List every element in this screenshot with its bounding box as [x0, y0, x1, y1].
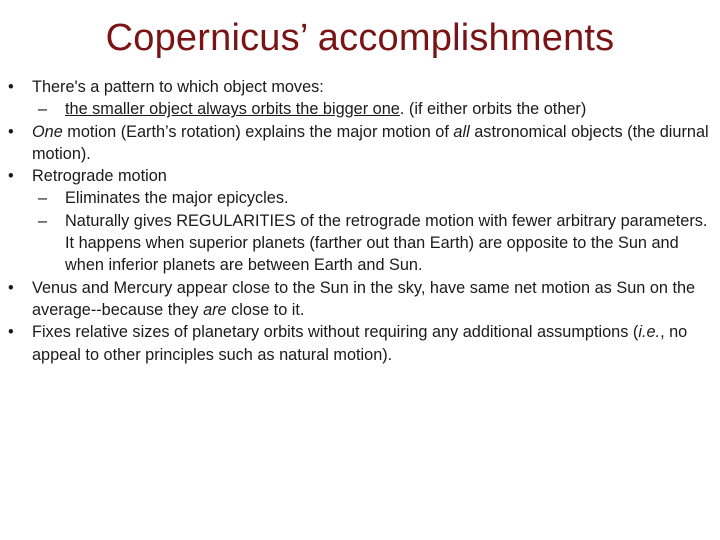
bullet-item [0, 76, 716, 98]
bullet-item [0, 277, 716, 322]
underlined-text: the smaller object always orbits the bigger one [65, 100, 400, 119]
bullet-item [0, 165, 716, 187]
slide-body [0, 76, 716, 366]
dash-icon: – [38, 100, 48, 119]
sub-bullet-text: . (if either orbits the other) [399, 100, 587, 119]
slide-title: Copernicus’ accomplishments [105, 17, 615, 59]
bullet-text: There's a pattern to which object moves: [32, 78, 324, 96]
italic-text: all [453, 122, 470, 141]
bullet-text: astronomical objects (the diurnal motion). [32, 122, 709, 163]
bullet-icon: • [8, 323, 14, 342]
bullet-icon: • [8, 122, 14, 141]
bullet-text: Venus and Mercury appear close to the Sun in the sky, have same net motion as Sun on the average--because they [32, 278, 696, 319]
italic-text: i.e. [638, 323, 661, 342]
bullet-text: close to it. [226, 300, 305, 319]
bullet-icon: • [8, 167, 14, 186]
bullet-text: Retrograde motion [32, 167, 167, 186]
bullet-text: Fixes relative sizes of planetary orbits without requiring any additional assumptions ( [32, 323, 639, 342]
bullet-item [0, 121, 716, 166]
bullet-icon: • [8, 278, 14, 297]
sub-bullet-text: Naturally gives REGULARITIES of the retrograde motion with fewer arbitrary parameters. It happens when superior planets (farther out than Earth) are opposite to the Sun and when inferior planets are between Earth and Sun. [65, 211, 708, 275]
bullet-icon: • [8, 78, 14, 96]
bullet-text: motion (Earth’s rotation) explains the major motion of [62, 122, 454, 141]
dash-icon: – [38, 189, 48, 208]
italic-text: One [32, 122, 63, 141]
italic-text: are [203, 300, 227, 319]
bullet-text: , no appeal to other principles such as natural motion). [32, 323, 688, 364]
bullet-item [0, 321, 716, 366]
dash-icon: – [38, 211, 48, 230]
sub-bullet-text: Eliminates the major epicycles. [65, 189, 289, 208]
sub-bullet-item [0, 98, 716, 120]
sub-bullet-item [0, 187, 716, 209]
sub-bullet-item [0, 210, 716, 277]
